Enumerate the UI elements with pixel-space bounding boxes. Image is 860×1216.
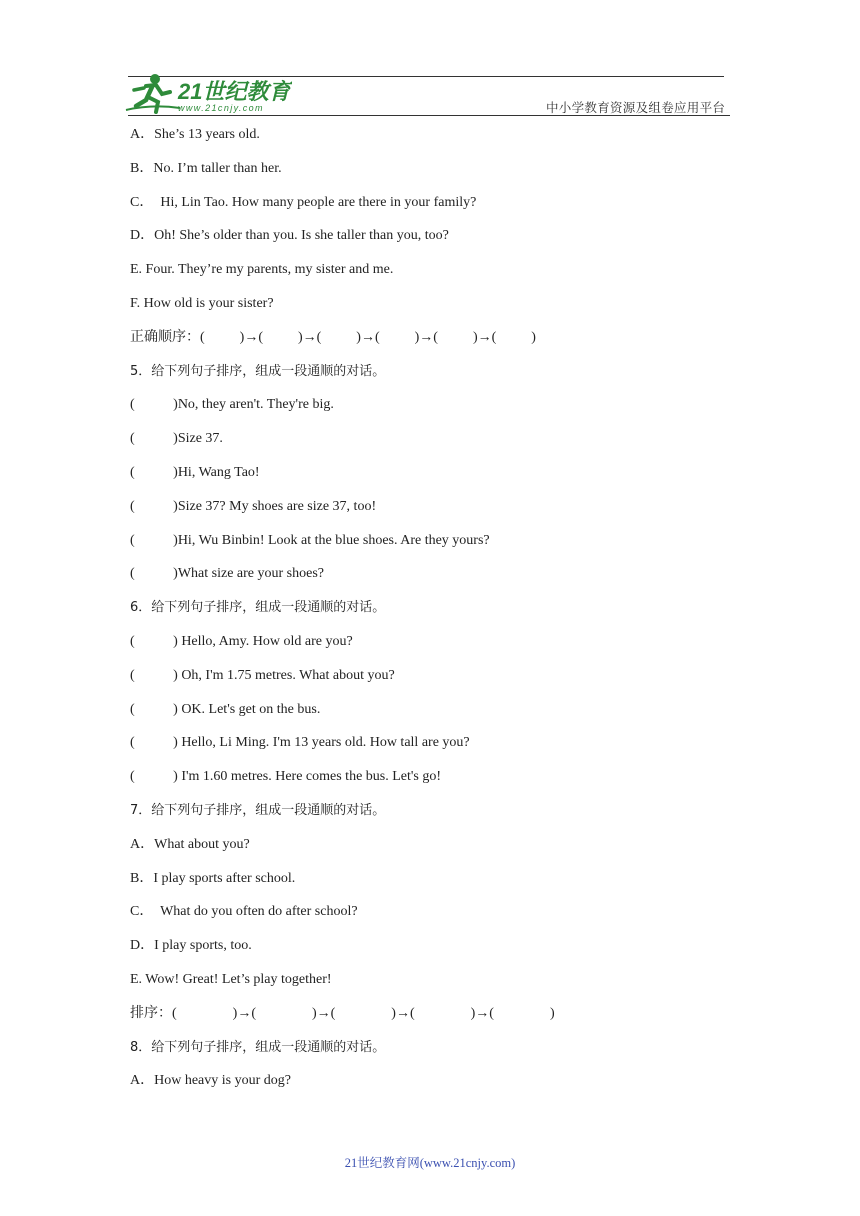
q4-option-f: F. How old is your sister? xyxy=(130,295,274,311)
q4-option-c: C． Hi, Lin Tao. How many people are there in your family? xyxy=(130,194,477,210)
q7-title: 7．给下列句子排序，组成一段通顺的对话。 xyxy=(130,802,386,818)
q6-item[interactable]: ( ) Hello, Li Ming. I'm 13 years old. How tall are you? xyxy=(130,735,470,751)
q6-item[interactable]: ( ) I'm 1.60 metres. Here comes the bus. Let's go! xyxy=(130,769,442,785)
q6-item[interactable]: ( ) Oh, I'm 1.75 metres. What about you? xyxy=(130,667,395,683)
svg-text:www.21cnjy.com: www.21cnjy.com xyxy=(178,103,264,113)
page-header xyxy=(0,0,860,125)
worksheet-content xyxy=(130,124,750,1104)
q5-title: 5．给下列句子排序，组成一段通顺的对话。 xyxy=(130,363,386,379)
q6-item[interactable]: ( ) Hello, Amy. How old are you? xyxy=(130,633,353,649)
q4-option-e: E. Four. They’re my parents, my sister and me. xyxy=(130,262,394,278)
q5-item[interactable]: ( )No, they aren't. They're big. xyxy=(130,397,334,413)
q5-item[interactable]: ( )What size are your shoes? xyxy=(130,566,324,582)
q5-item[interactable]: ( )Size 37? My shoes are size 37, too! xyxy=(130,498,377,514)
q4-option-a: A．She’s 13 years old. xyxy=(130,127,260,142)
q7-answer-order[interactable]: 排序：( )→( )→( )→( )→( ) xyxy=(130,1005,555,1021)
q8-option-a: A．How heavy is your dog? xyxy=(130,1073,291,1089)
q7-option-e: E. Wow! Great! Let’s play together! xyxy=(130,971,332,987)
q5-item[interactable]: ( )Hi, Wu Binbin! Look at the blue shoes. Are they yours? xyxy=(130,532,490,548)
q8-title: 8．给下列句子排序，组成一段通顺的对话。 xyxy=(130,1039,386,1055)
q4-answer-order[interactable]: 正确顺序：( )→( )→( )→( )→( )→( ) xyxy=(130,329,536,345)
page-footer[interactable]: 21世纪教育网(www.21cnjy.com) xyxy=(344,1156,516,1170)
brand-logo xyxy=(122,70,292,114)
q5-item[interactable]: ( )Hi, Wang Tao! xyxy=(130,464,260,480)
q5-item[interactable]: ( )Size 37. xyxy=(130,431,223,447)
platform-tagline: 中小学教育资源及组卷应用平台 xyxy=(546,100,726,115)
q6-title: 6．给下列句子排序，组成一段通顺的对话。 xyxy=(130,600,386,616)
q7-option-d: D．I play sports, too. xyxy=(130,938,252,954)
q7-option-a: A．What about you? xyxy=(130,836,250,852)
runner-icon xyxy=(122,70,292,114)
q4-option-b: B．No. I’m taller than her. xyxy=(130,160,282,176)
q6-item[interactable]: ( ) OK. Let's get on the bus. xyxy=(130,701,321,717)
q7-option-c: C． What do you often do after school? xyxy=(130,904,358,920)
svg-text:21世纪教育: 21世纪教育 xyxy=(178,79,291,104)
q4-option-d: D．Oh! She’s older than you. Is she taller than you, too? xyxy=(130,228,449,244)
q7-option-b: B．I play sports after school. xyxy=(130,870,296,886)
